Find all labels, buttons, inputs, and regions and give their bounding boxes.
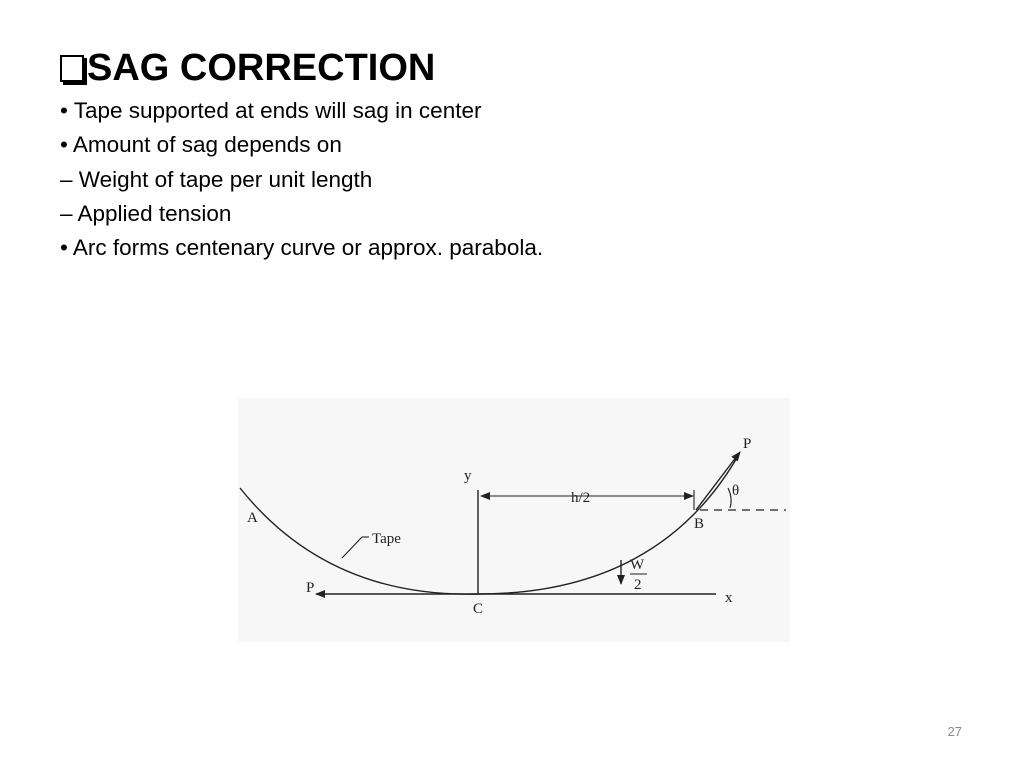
tape-curve <box>240 456 738 594</box>
checkbox-bullet-icon <box>60 55 84 82</box>
slide-title <box>60 42 435 94</box>
label-angle: θ <box>732 483 740 499</box>
angle-arc <box>728 488 731 508</box>
sub-bullet-item: – Weight of tape per unit length <box>60 166 373 192</box>
label-tension-left: P <box>306 580 315 596</box>
slide-title-text: SAG CORRECTION <box>87 47 436 89</box>
label-point-c: C <box>473 601 484 617</box>
bullet-item: • Amount of sag depends on <box>60 132 342 158</box>
bullet-item: • Tape supported at ends will sag in center <box>60 98 482 123</box>
label-point-a: A <box>247 510 258 526</box>
sag-diagram <box>238 398 790 642</box>
bullet-item: • Arc forms centenary curve or approx. parabola. <box>60 235 544 261</box>
label-weight-numerator: W <box>630 557 645 573</box>
label-point-b: B <box>694 516 705 532</box>
tape-leader <box>342 537 362 558</box>
label-x-axis: x <box>725 590 733 606</box>
sag-diagram-svg <box>238 398 790 642</box>
bullet-list <box>60 94 543 265</box>
page-number: 27 <box>947 724 962 739</box>
label-y-axis: y <box>464 468 472 484</box>
label-weight-denominator: 2 <box>634 577 642 593</box>
label-half-span: h/2 <box>571 490 591 506</box>
label-tape: Tape <box>372 531 401 547</box>
tension-arrow-right <box>696 452 740 510</box>
label-tension-right: P <box>743 436 752 452</box>
sub-bullet-item: – Applied tension <box>60 200 232 226</box>
